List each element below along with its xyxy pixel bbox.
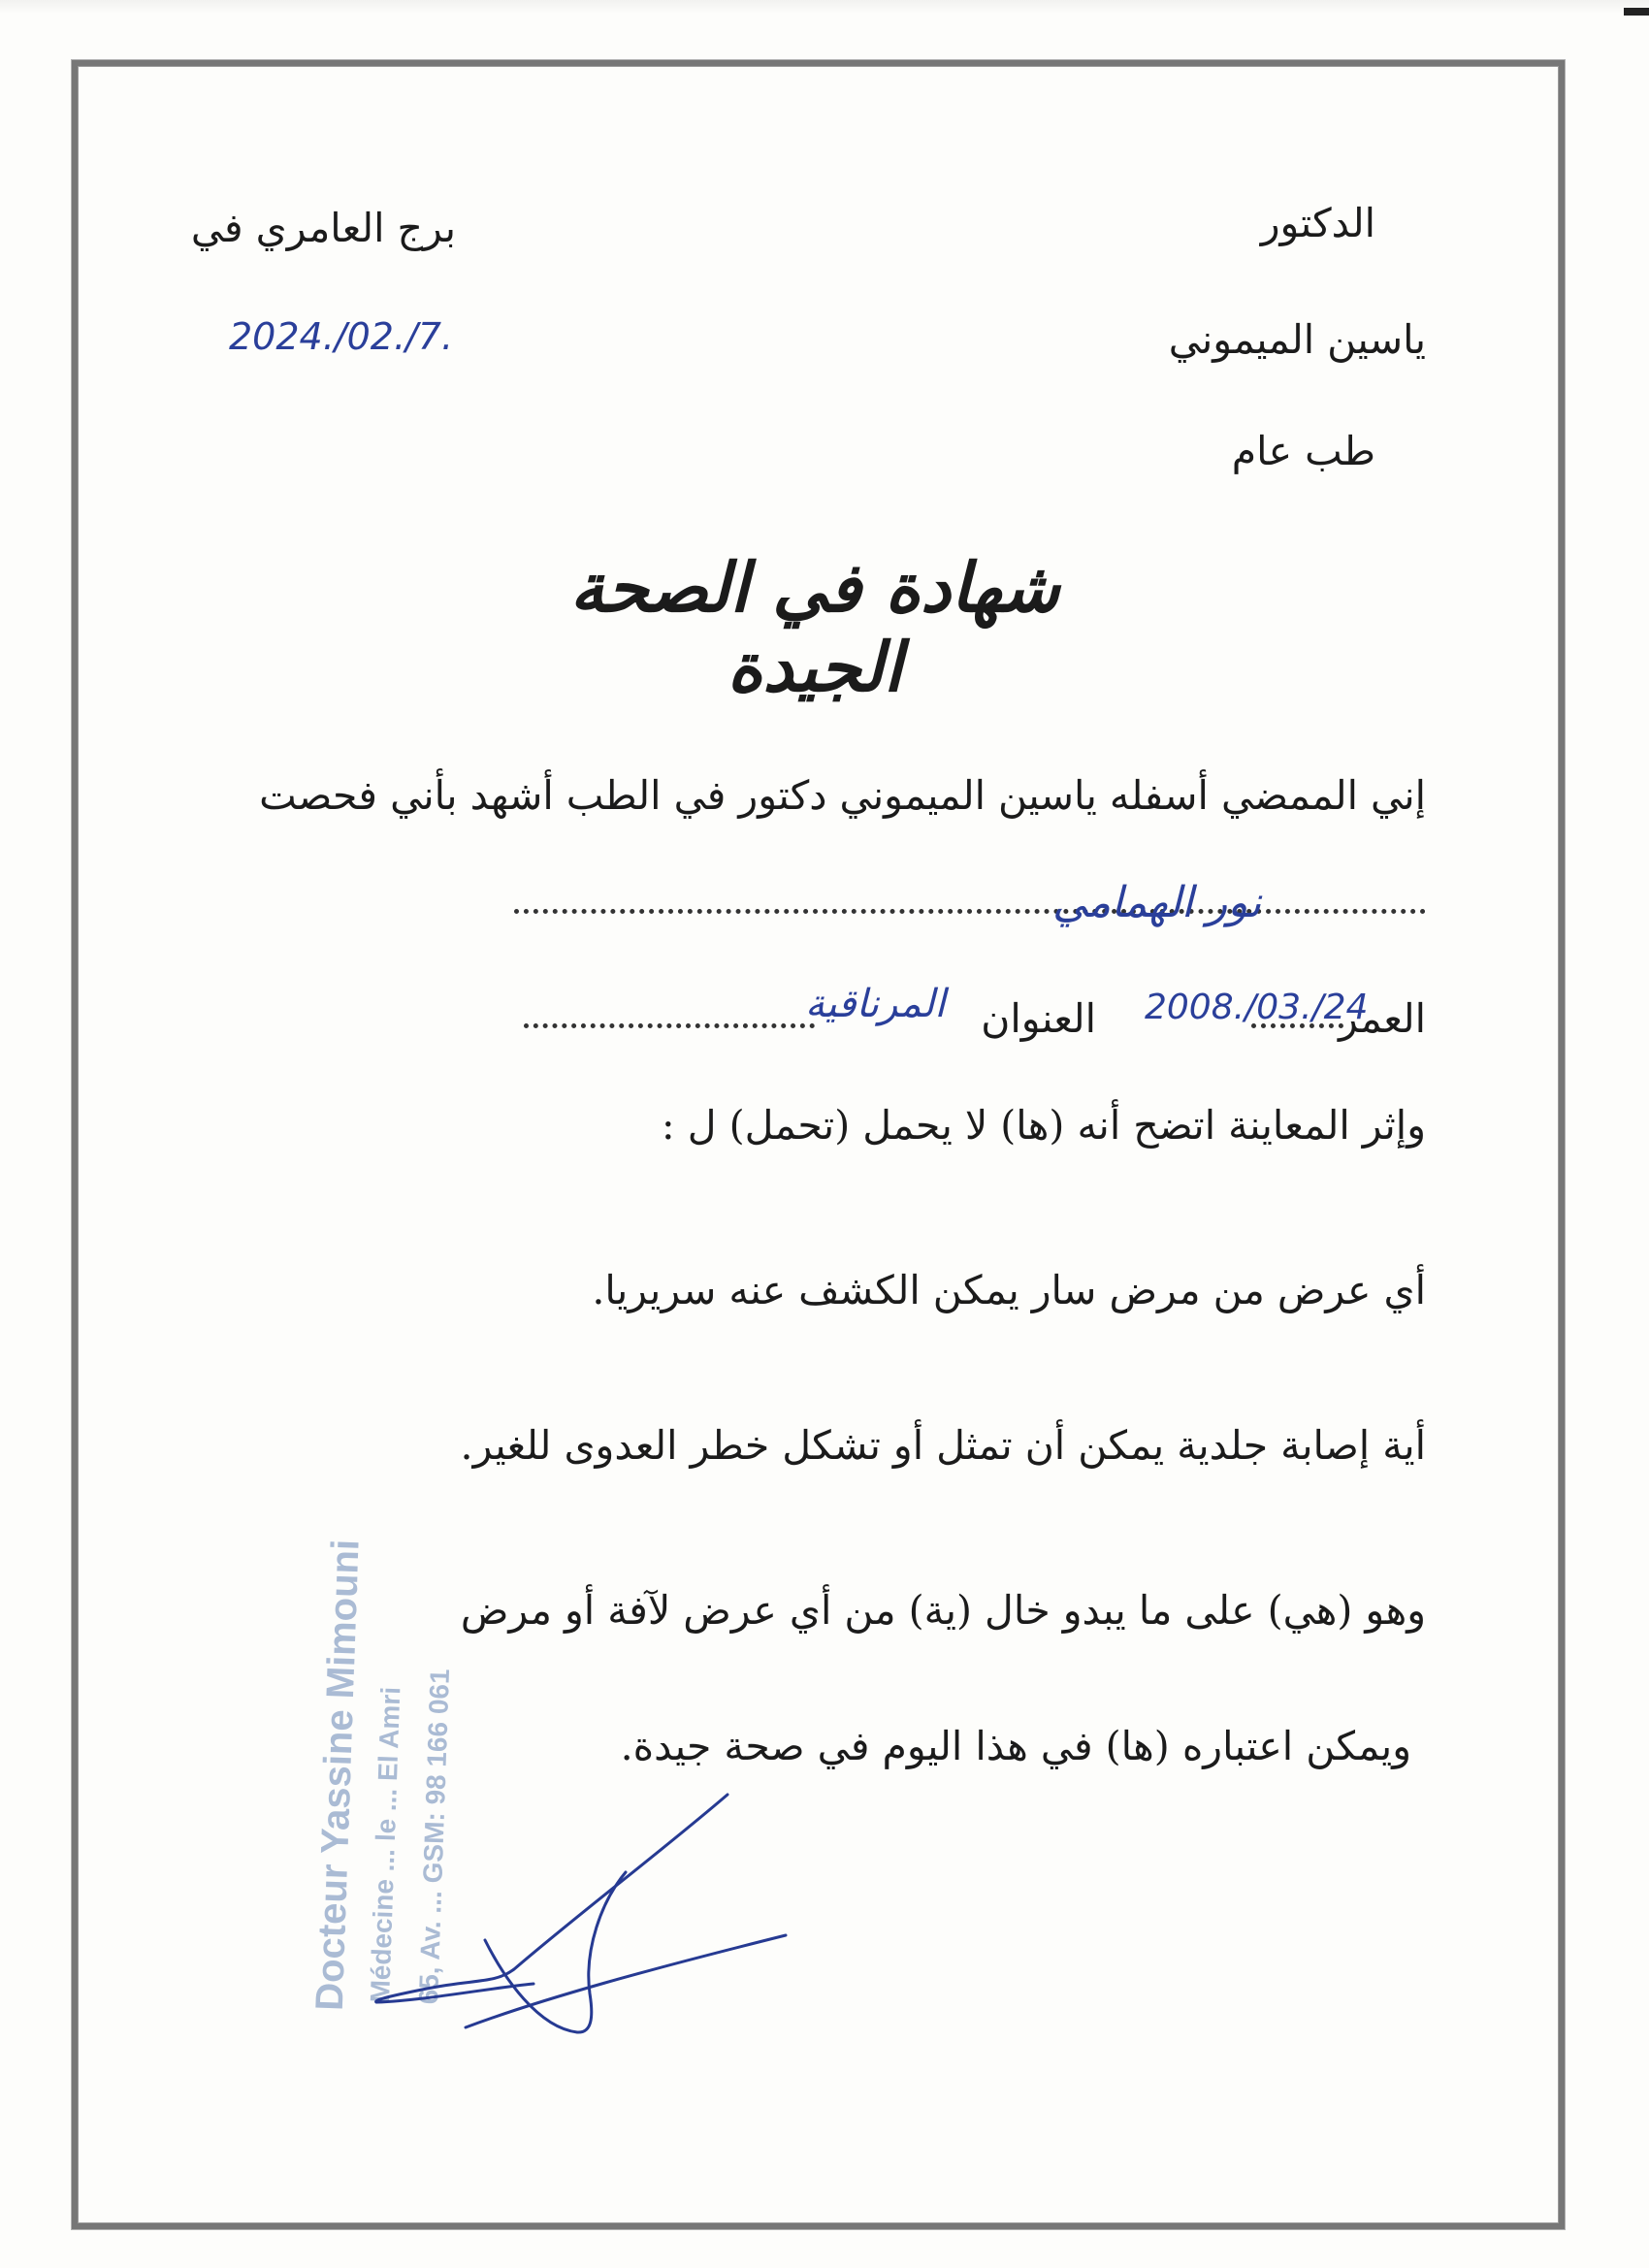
patient-name-line: [514, 909, 1426, 914]
date-handwritten: 2024./02./7.: [229, 315, 454, 358]
stamp-line-2: Médecine ... le ... El Amri: [365, 1686, 406, 2004]
doctor-name: ياسين الميموني: [1168, 316, 1426, 363]
age-label: العمر: [1339, 995, 1426, 1042]
patient-name-handwritten: نور الهمامي: [1052, 878, 1262, 927]
doctor-specialty: طب عام: [1231, 428, 1375, 474]
scan-corner-mark: [1624, 8, 1649, 16]
intro-text: إني الممضي أسفله ياسين الميموني دكتور في الطب أشهد بأني فحصت: [259, 772, 1426, 819]
age-dots: [1251, 1023, 1343, 1028]
clause-3: وهو (هي) على ما يبدو خال (ية) من أي عرض لآفة أو مرض: [460, 1587, 1426, 1634]
clause-1: أي عرض من مرض سار يمكن الكشف عنه سريريا.: [592, 1267, 1426, 1313]
scan-edge: [0, 0, 1649, 14]
stamp-line-3: 65, Av. ... GSM: 98 166 061: [413, 1668, 456, 2005]
address-handwritten: المرناقية: [805, 982, 946, 1026]
clause-4: ويمكن اعتباره (ها) في هذا اليوم في صحة جيدة.: [620, 1723, 1411, 1769]
clause-2: أية إصابة جلدية يمكن أن تمثل أو تشكل خطر العدوى للغير.: [460, 1422, 1426, 1469]
location-label: برج العامري في: [190, 205, 456, 251]
doctor-signature: [369, 1785, 795, 2076]
address-dots: [524, 1023, 815, 1028]
examination-text: وإثر المعاينة اتضح أنه (ها) لا يحمل (تحمل) ل :: [661, 1102, 1426, 1149]
certificate-title: شهادة في الصحة الجيدة: [569, 548, 1060, 707]
address-label: العنوان: [981, 995, 1096, 1042]
age-handwritten: 2008./03./24: [1145, 988, 1369, 1027]
doctor-title: الدكتور: [1260, 200, 1375, 246]
stamp-line-1: Docteur Yassine Mimouni: [307, 1539, 368, 2012]
